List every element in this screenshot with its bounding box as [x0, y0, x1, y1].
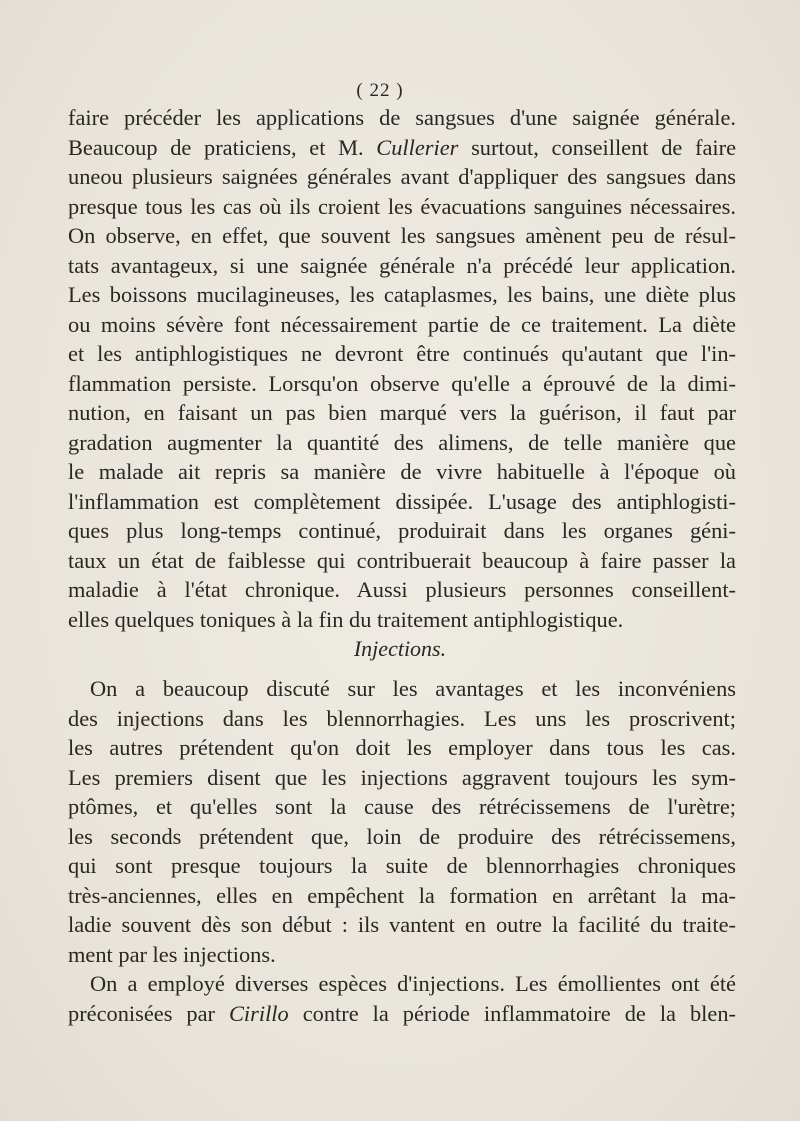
text-line: les autres prétendent qu'on doit les employer dans tous les cas. — [68, 735, 736, 760]
text-line: maladie à l'état chronique. Aussi plusieurs personnes conseillent- — [68, 577, 736, 602]
text-line: les seconds prétendent que, loin de produire des rétrécissemens, — [68, 823, 736, 849]
text-line: qui sont presque toujours la suite de blennorrhagies chroniques — [68, 853, 736, 878]
text-fragment: surtout, conseillent de faire — [458, 134, 737, 160]
author-name: Cullerier — [376, 134, 459, 160]
text-line: ptômes, et qu'elles sont la cause des rétrécissemens de l'urètre; — [68, 794, 736, 819]
text-line: gradation augmenter la quantité des alimens, de telle manière que — [68, 429, 736, 455]
text-line: taux un état de faiblesse qui contribuerait beaucoup à faire passer la — [68, 547, 736, 573]
text-line — [68, 133, 736, 163]
text-line: flammation persiste. Lorsqu'on observe qu'elle a éprouvé de la dimi- — [68, 370, 736, 396]
text-line: le malade ait repris sa manière de vivre habituelle à l'époque où — [68, 459, 736, 484]
page-number: ( 22 ) — [356, 80, 404, 101]
text-line: presque tous les cas où ils croient les évacuations sanguines nécessaires. — [68, 193, 736, 219]
text-fragment: préconisées par — [68, 1000, 229, 1026]
text-line: faire précéder les applications de sangsues d'une saignée générale. — [68, 105, 736, 130]
text-line — [68, 999, 736, 1029]
text-line: tats avantageux, si une saignée générale n'a précédé leur application. — [68, 252, 736, 278]
text-line: et les antiphlogistiques ne devront être continués qu'autant que l'in- — [68, 341, 736, 366]
text-line: nution, en faisant un pas bien marqué vers la guérison, il faut par — [68, 400, 736, 425]
section-heading: Injections. — [353, 636, 447, 661]
text-line: Les boissons mucilagineuses, les cataplasmes, les bains, une diète plus — [68, 282, 736, 307]
text-line: elles quelques toniques à la fin du traitement antiphlogistique. — [68, 606, 624, 632]
text-line: ques plus long-temps continué, produirait dans les organes géni- — [68, 518, 736, 543]
text-line: On a beaucoup discuté sur les avantages et les inconvéniens — [90, 676, 736, 701]
paragraph-treatment — [68, 103, 736, 634]
paragraph-injections — [68, 674, 736, 1028]
text-line: uneou plusieurs saignées générales avant d'appliquer des sangsues dans — [68, 164, 736, 189]
author-name: Cirillo — [229, 1000, 289, 1026]
text-fragment: contre la période inflammatoire de la blen- — [302, 1000, 736, 1026]
text-line: ou moins sévère font nécessairement partie de ce traitement. La diète — [68, 311, 736, 337]
text-line: Les premiers disent que les injections aggravent toujours les sym- — [68, 764, 736, 790]
text-line: ladie souvent dès son début : ils vantent en outre la facilité du traite- — [68, 912, 736, 937]
text-line: des injections dans les blennorrhagies. Les uns les proscrivent; — [68, 705, 736, 731]
text-line: On observe, en effet, que souvent les sangsues amènent peu de résul- — [68, 223, 736, 248]
text-line: ment par les injections. — [68, 941, 276, 967]
text-line: l'inflammation est complètement dissipée. L'usage des antiphlogisti- — [68, 488, 736, 514]
text-fragment: Beaucoup de praticiens, et M. — [68, 134, 377, 160]
text-line: On a employé diverses espèces d'injections. Les émollientes ont été — [90, 971, 736, 996]
text-line: très-anciennes, elles en empêchent la formation en arrêtant la ma- — [68, 882, 736, 908]
